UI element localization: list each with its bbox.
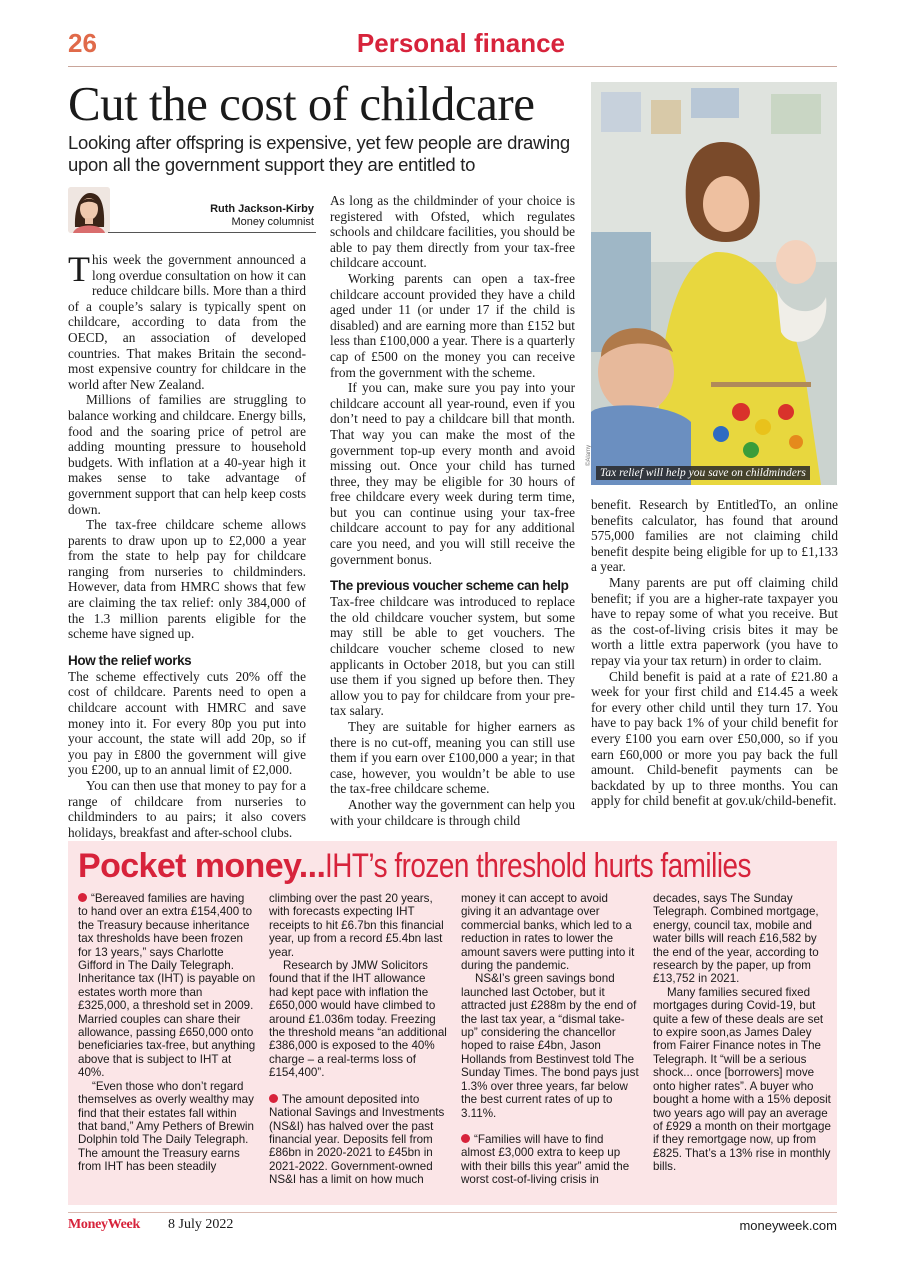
author-name: Ruth Jackson-Kirby <box>210 203 314 215</box>
article-paragraph: Tax-free childcare was introduced to replace the old childcare voucher system, but some may still be able to get vouchers. The childcare voucher scheme closed to new applicants in October 2018, but you can still use them if you signed up before then. They allow you to pay for childcare from your pre-tax salary. <box>330 594 575 719</box>
pocket-money-paragraph: “Families will have to find almost £3,000 extra to keep up with their bills this year” amid the worst cost-of-living crisis in <box>461 1132 630 1187</box>
article-paragraph: The scheme effectively cuts 20% off the cost of childcare. Parents need to open a childcare account with HMRC and save money into it. For every 80p you put into your account, the state will add 20p, so if you pay in £800 the government will give you £200, up to an annual limit of £2,000. <box>68 668 306 778</box>
footer-divider <box>68 1212 837 1213</box>
article-paragraph: This week the government announced a long overdue consultation on how it can reduce childcare bills. More than a third of a couple’s salary is typically spent on childcare, according to data from the OECD, an association of developed countries. That makes Britain the second-most expensive country for childcare in the world after New Zealand. <box>68 249 306 392</box>
subheading: How the relief works <box>68 652 192 668</box>
pocket-money-column-1 <box>78 892 256 1174</box>
bullet-dot-icon <box>461 1134 470 1143</box>
photo-caption: Tax relief will help you save on childminders <box>596 466 810 480</box>
pocket-money-paragraph: money it can accept to avoid giving it an advantage over commercial banks, which led to a reduction in rates to lower the amount savers were putting into it during the pandemic. <box>461 892 635 973</box>
article-paragraph: You can then use that money to pay for a range of childcare from nurseries to childminders to au pairs; it also covers holidays, breakfast and after-school clubs. <box>68 778 306 840</box>
article-paragraph: Many parents are put off claiming child benefit; if you are a higher-rate taxpayer you have to repay some of what you receive. But as the cost-of-living crisis bites it may be worth a little extra paperwork (you have to repay via your tax return) in order to claim. <box>591 574 838 668</box>
footer-site: moneyweek.com <box>739 1218 837 1233</box>
pocket-money-column-3 <box>461 892 639 1187</box>
standfirst: Looking after offspring is expensive, yet few people are drawing upon all the government support they are entitled to <box>68 132 570 175</box>
bullet-dot-icon <box>78 893 87 902</box>
article-column-2 <box>330 193 575 828</box>
article-paragraph: Another way the government can help you with your childcare is through child <box>330 796 575 828</box>
author-avatar <box>68 187 110 233</box>
article-column-3 <box>591 497 838 809</box>
article-paragraph: benefit. Research by EntitledTo, an online benefits calculator, has found that around 575,000 families are not claiming child benefit despite being eligible for up to £1,133 a year. <box>591 497 838 575</box>
author-role: Money columnist <box>231 216 314 228</box>
pocket-money-paragraph: decades, says The Sunday Telegraph. Combined mortgage, energy, council tax, mobile and water bills will reach £16,582 by the end of the year, according to research by the paper, up from £13,752 in 2021. <box>653 892 819 986</box>
article-paragraph: As long as the childminder of your choice is registered with Ofsted, which regulates schools and childcare facilities, you should be able to pay them directly from your tax-free childcare account. <box>330 193 575 271</box>
article-paragraph: The tax-free childcare scheme allows parents to draw upon up to £2,000 a year from the state to help pay for childcare ranging from nurseries to childminders. However, data from HMRC shows that few are claiming the tax relief: only 384,000 of the 1.3 million parents eligible for the scheme have signed up. <box>68 517 306 642</box>
section-title: Personal finance <box>356 28 565 58</box>
drop-cap: T <box>68 249 90 289</box>
header-divider <box>68 66 837 67</box>
article-photo <box>591 82 837 485</box>
byline-divider <box>108 232 316 233</box>
article-paragraph: If you can, make sure you pay into your childcare account all year-round, even if you don’t need to pay a childcare bill that month. That way you can make the most of the government top-up every month and avoid missing out. Once your child has turned three, they may be eligible for 30 hours of free childcare every week during term time, but you can continue using your tax-free childcare account to pay for any additional care you need, and you will still receive the government bonus. <box>330 380 575 567</box>
photo-credit: ©Alamy <box>586 444 592 466</box>
headline: Cut the cost of childcare <box>68 76 535 131</box>
subheading: The previous voucher scheme can help <box>330 578 569 594</box>
pocket-money-title: Pocket money...IHT’s frozen threshold hurts families <box>78 847 752 885</box>
article-paragraph: Child benefit is paid at a rate of £21.80 a week for your first child and £14.45 a week for every other child until they turn 17. You have to pay back 1% of your child benefit for every £100 you earn over £50,000, so if you earn £60,000 or more you pay back the full amount. Child-benefit payments can be backdated by up to three months. You can apply for child benefit at gov.uk/child-benefit. <box>591 668 838 809</box>
footer-date: 8 July 2022 <box>168 1217 234 1232</box>
pocket-money-paragraph: “Even those who don’t regard themselves as overly wealthy may find that their estates fall within that band,” Amy Pethers of Brewin Dolphin told The Daily Telegraph. The amount the Treasury earns from IHT has been steadily <box>78 1079 254 1174</box>
pocket-money-paragraph: Many families secured fixed mortgages during Covid-19, but quite a few of these deals are set to expire soon,as James Daley from Fairer Finance notes in The Telegraph. It “will be a serious shock... once [borrowers] move onto higher rates”. A buyer who bought a home with a 15% deposit two years ago will pay an average of £929 a month on their mortgage if they remortgage now, up from £825. That’s a 13% rise in monthly bills. <box>653 985 831 1174</box>
article-column-1 <box>68 249 306 840</box>
footer-logo: MoneyWeek <box>68 1217 140 1232</box>
pocket-money-paragraph: Research by JMW Solicitors found that if the IHT allowance had kept pace with inflation the £650,000 would have climbed to around £1.036m today. Freezing the threshold means “an additional £386,000 is exposed to the 40% charge – a real-terms loss of £154,400”. <box>269 959 447 1080</box>
pocket-money-column-2 <box>269 892 447 1187</box>
bullet-dot-icon <box>269 1094 278 1103</box>
article-paragraph: Working parents can open a tax-free childcare account provided they have a child aged under 11 (or under 17 if the child is disabled) and are earning more than £152 but less than £100,000 a year. There is a quarterly cap of £500 on the money you can receive from the government with the scheme. <box>330 270 575 380</box>
article-paragraph: They are suitable for higher earners as there is no cut-off, meaning you can still use them if you earn over £100,000 a year; in that case, however, you wouldn’t be able to use the tax-free childcare scheme. <box>330 719 575 797</box>
pocket-money-paragraph: climbing over the past 20 years, with forecasts expecting IHT receipts to hit £6.7bn this financial year, up from a record £5.4bn last year. <box>269 892 444 959</box>
pocket-money-paragraph: The amount deposited into National Savings and Investments (NS&I) has halved over the past financial year. Deposits fell from £86bn in 2020-2021 to £45bn in 2021-2022. Government-owned NS&I has a limit on how much <box>269 1092 445 1187</box>
pocket-money-paragraph: NS&I’s green savings bond launched last October, but it attracted just £288m by the end of the last tax year, a “dismal take-up” considering the chancellor hoped to raise £4bn, Jason Hollands from Bestinvest told The Sunday Times. The bond pays just 1.3% over three years, far below the best current rates of up to 3.11%. <box>461 972 639 1120</box>
page-number: 26 <box>68 28 97 58</box>
pocket-money-paragraph: “Bereaved families are having to hand over an extra £154,400 to the Treasury because inheritance tax thresholds have been frozen for 13 years,” says Charlotte Gifford in The Daily Telegraph. Inheritance tax (IHT) is payable on estates worth more than £325,000, a threshold set in 2009. Married couples can share their allowance, passing £650,000 onto beneficiaries tax-free, but anything above that is subject to IHT at 40%. <box>78 892 256 1080</box>
article-paragraph: Millions of families are struggling to balance working and childcare. Energy bills, food and the soaring price of petrol are adding mounting pressure to household budgets. With inflation at a 40-year high it makes sense to take advantage of government support that can help keep costs down. <box>68 392 306 517</box>
pocket-money-column-4 <box>653 892 833 1174</box>
